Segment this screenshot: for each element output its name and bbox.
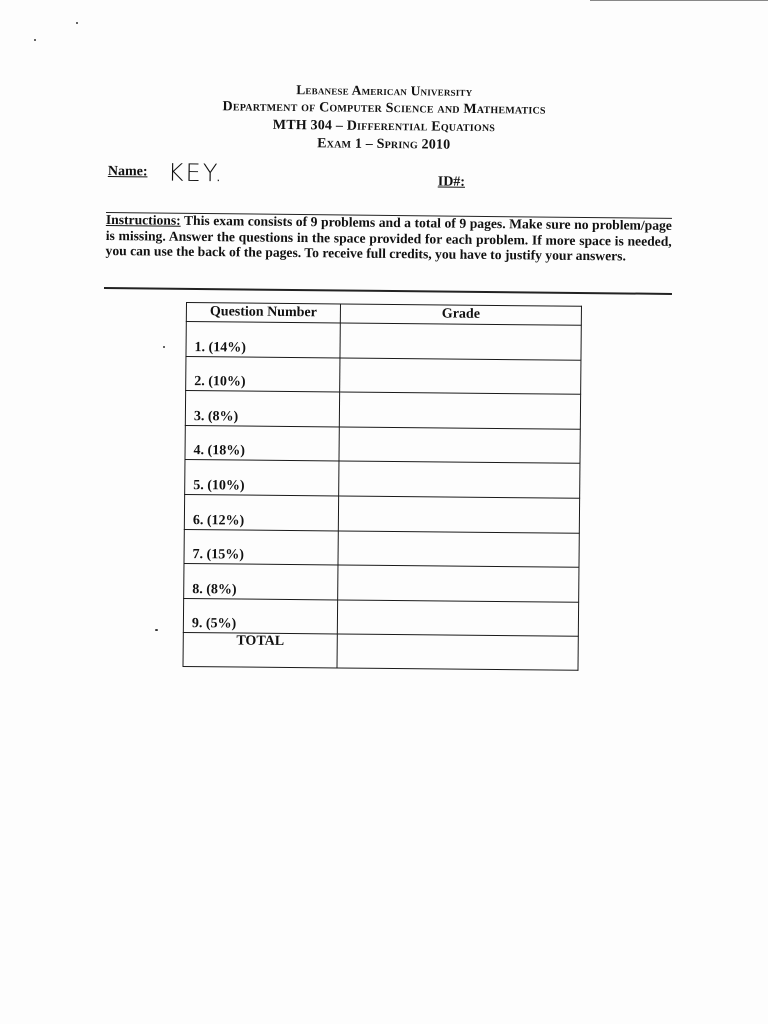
question-cell: 3. (8%) [185,391,339,427]
total-grade-cell[interactable] [337,634,578,670]
question-cell: 1. (14%) [186,322,340,358]
grade-cell[interactable] [338,531,579,568]
table-row [185,425,580,463]
scan-edge-line [590,0,768,1]
grade-cell[interactable] [337,600,578,637]
total-label: TOTAL [183,633,337,668]
scan-speck [34,39,36,41]
table-row [186,322,581,360]
instructions-block [106,212,672,264]
grade-cell[interactable] [338,565,579,602]
question-cell: 5. (10%) [185,460,339,496]
department-name: Department of Computer Science and Mathematics [222,99,546,118]
table-row [184,529,579,567]
scan-speck [163,346,165,348]
grade-cell[interactable] [338,496,579,533]
id-label: ID#: [437,174,466,190]
grade-cell[interactable] [339,461,580,498]
grade-table [182,302,581,671]
instructions-heading: Instructions: [105,212,181,228]
table-row [183,598,578,636]
instructions-text: This exam consists of 9 problems and a total of 9 pages. Make sure no problem/page is missing. Answer the questions in the space provided for each problem. If more space is needed, you can use the back of the pages. To receive full credits, you have to justify your answers. [105,212,672,264]
grade-cell[interactable] [339,392,580,429]
instructions-bottom-rule [104,287,672,295]
exam-title: Exam 1 – Spring 2010 [317,136,451,153]
scan-speck [76,22,78,24]
question-cell: 2. (10%) [186,356,340,392]
student-info-row [108,160,668,196]
course-title: MTH 304 – Differential Equations [272,117,496,136]
name-field[interactable]: KEY. [167,158,225,188]
question-cell: 4. (18%) [185,425,339,461]
question-cell: 7. (15%) [184,529,338,565]
question-cell: 6. (12%) [184,494,338,530]
grade-cell[interactable] [339,427,580,464]
table-row [185,391,580,429]
table-row [186,356,581,394]
column-header-question: Question Number [186,303,340,323]
grade-cell[interactable] [340,358,581,395]
question-cell: 9. (5%) [183,598,337,634]
grade-cell[interactable] [340,323,581,360]
column-header-grade: Grade [340,304,581,325]
table-row [184,564,579,602]
university-name: Lebanese American University [296,82,473,99]
name-label: Name: [107,163,148,180]
table-row [185,460,580,498]
table-row [184,494,579,532]
question-cell: 8. (8%) [184,564,338,600]
scan-speck [155,629,158,631]
exam-header [0,78,768,158]
total-row [183,633,578,671]
